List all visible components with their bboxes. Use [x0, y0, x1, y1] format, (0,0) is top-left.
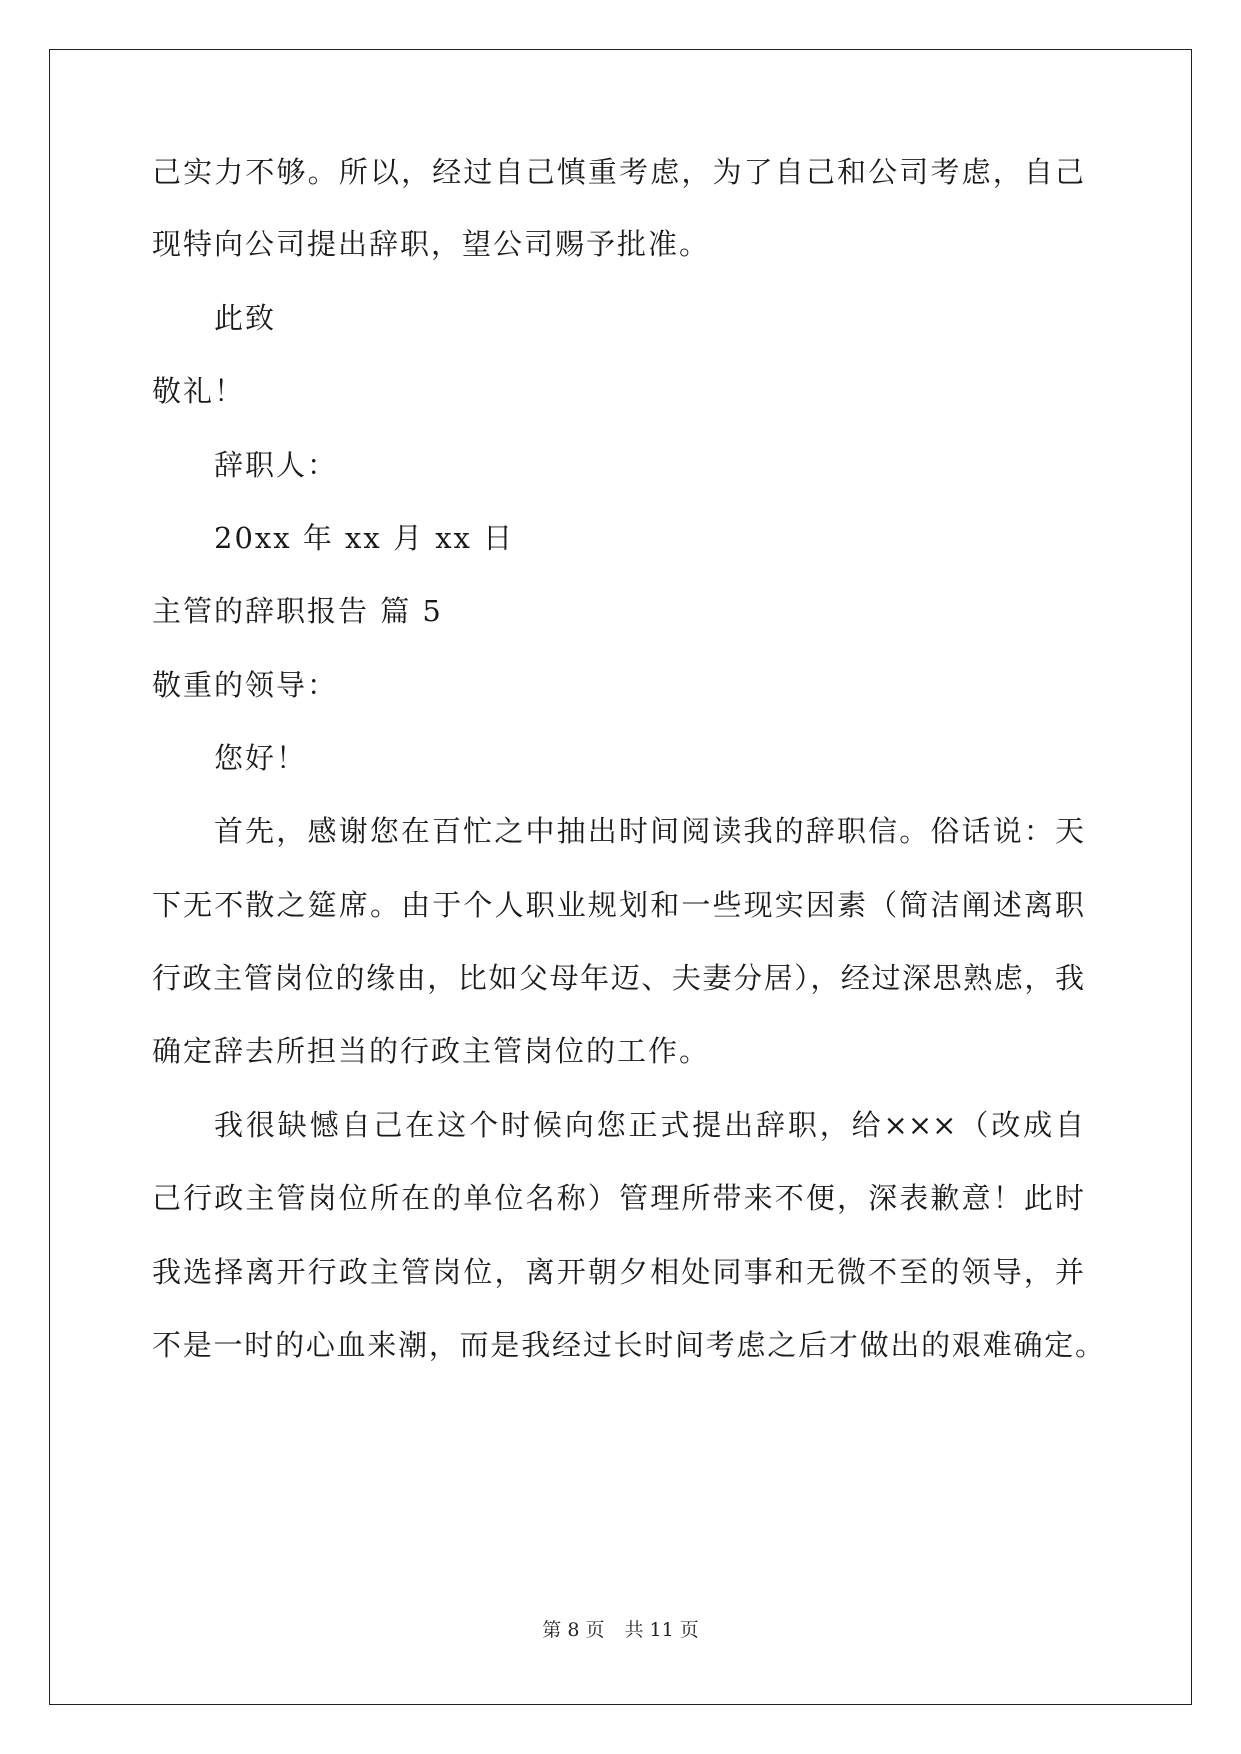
date-line: 20xx 年 xx 月 xx 日 [214, 521, 515, 555]
paragraph-2-line-4: 不是一时的心血来潮，而是我经过长时间考虑之后才做出的艰难确定。 [152, 1328, 1104, 1362]
signature-label: 辞职人： [214, 448, 339, 482]
paragraph-2-line-2: 己行政主管岗位所在的单位名称）管理所带来不便，深表歉意！此时 [152, 1181, 1084, 1215]
body-line-1: 己实力不够。所以，经过自己慎重考虑，为了自己和公司考虑，自己 [152, 155, 1084, 189]
paragraph-1-line-1: 首先，感谢您在百忙之中抽出时间阅读我的辞职信。俗话说：天 [214, 814, 1084, 848]
paragraph-1-line-2: 下无不散之筵席。由于个人职业规划和一些现实因素（简洁阐述离职 [152, 888, 1084, 922]
greeting-hello: 您好！ [214, 741, 308, 775]
body-line-2: 现特向公司提出辞职，望公司赐予批准。 [152, 227, 711, 261]
closing-regards: 敬礼！ [152, 374, 246, 408]
page-footer [0, 1618, 1241, 1642]
paragraph-2-line-1: 我很缺憾自己在这个时候向您正式提出辞职，给×××（改成自 [214, 1108, 1084, 1142]
greeting: 敬重的领导： [152, 668, 339, 702]
page-number: 第 8 页 [542, 1619, 605, 1641]
closing-salutation: 此致 [214, 301, 277, 335]
paragraph-1-line-4: 确定辞去所担当的行政主管岗位的工作。 [152, 1034, 711, 1068]
section-heading: 主管的辞职报告 篇 5 [152, 594, 443, 628]
paragraph-1-line-3: 行政主管岗位的缘由，比如父母年迈、夫妻分居），经过深思熟虑，我 [152, 961, 1084, 995]
paragraph-2-line-3: 我选择离开行政主管岗位，离开朝夕相处同事和无微不至的领导，并 [152, 1255, 1084, 1289]
page-total: 共 11 页 [624, 1619, 699, 1641]
